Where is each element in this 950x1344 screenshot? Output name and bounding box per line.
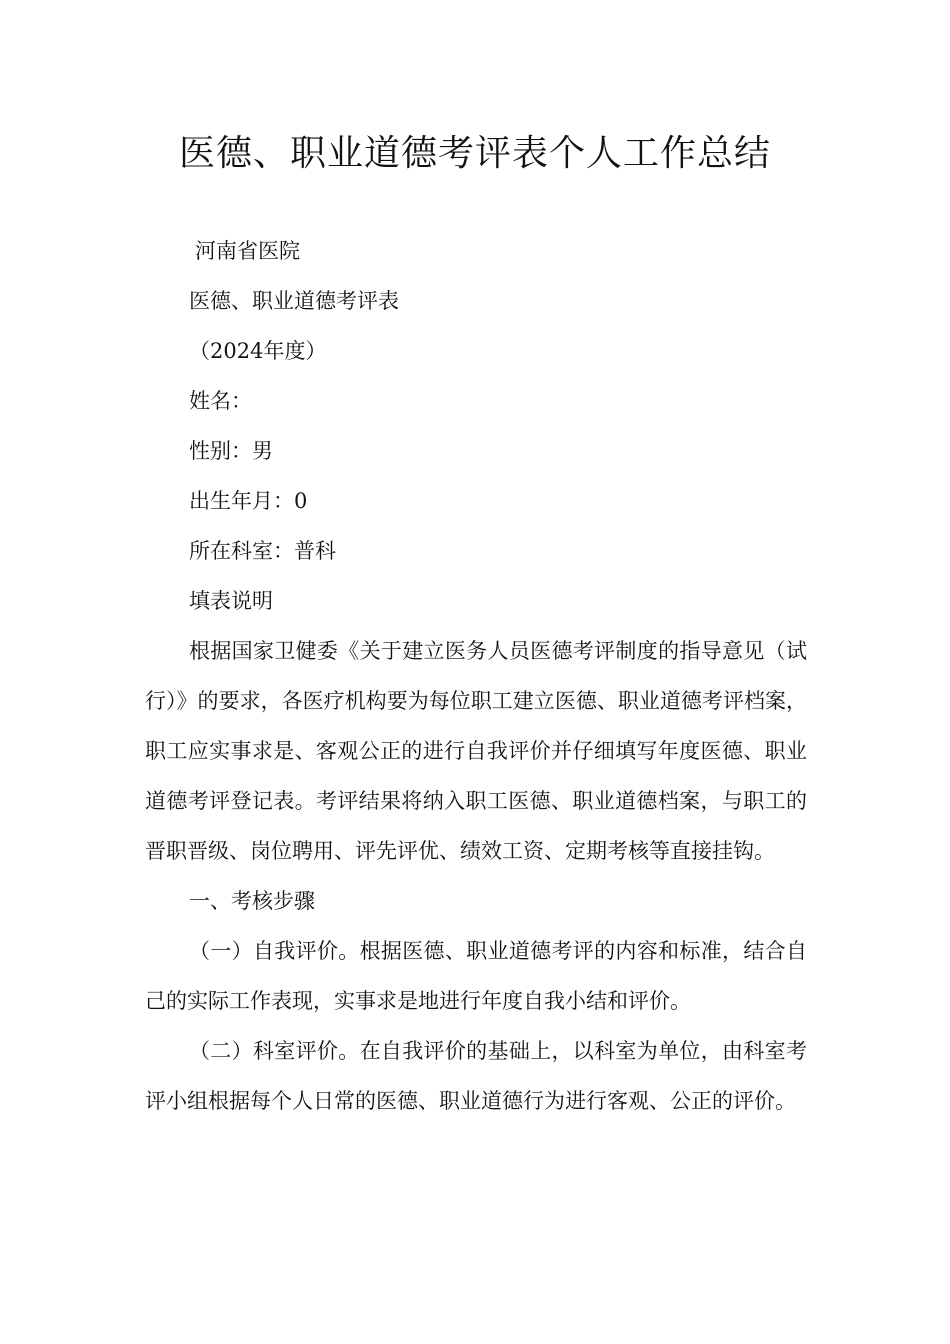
document-body: [145, 226, 807, 1126]
document-title: 医德、职业道德考评表个人工作总结: [178, 133, 771, 174]
department-field: 所在科室：普科: [189, 539, 336, 563]
instructions-heading: 填表说明: [189, 589, 273, 613]
birth-field: 出生年月：0: [189, 489, 308, 513]
name-field: 姓名：: [189, 389, 252, 413]
section-heading-steps: 一、考核步骤: [189, 889, 315, 913]
step-department-evaluation: （二）科室评价。在自我评价的基础上，以科室为单位，由科室考评小组根据每个人日常的医德、职业道德行为进行客观、公正的评价。: [145, 1039, 807, 1113]
form-year: （2024年度）: [189, 339, 327, 363]
hospital-name: 河南省医院: [195, 239, 300, 263]
gender-field: 性别：男: [189, 439, 273, 463]
step-self-evaluation: （一）自我评价。根据医德、职业道德考评的内容和标准，结合自己的实际工作表现，实事求是地进行年度自我小结和评价。: [145, 939, 807, 1013]
form-name: 医德、职业道德考评表: [189, 289, 399, 313]
instructions-paragraph: 根据国家卫健委《关于建立医务人员医德考评制度的指导意见（试行）》的要求，各医疗机构要为每位职工建立医德、职业道德考评档案，职工应实事求是、客观公正的进行自我评价并仔细填写年度医德、职业道德考评登记表。考评结果将纳入职工医德、职业道德档案，与职工的晋职晋级、岗位聘用、评先评优、绩效工资、定期考核等直接挂钩。: [145, 639, 807, 863]
